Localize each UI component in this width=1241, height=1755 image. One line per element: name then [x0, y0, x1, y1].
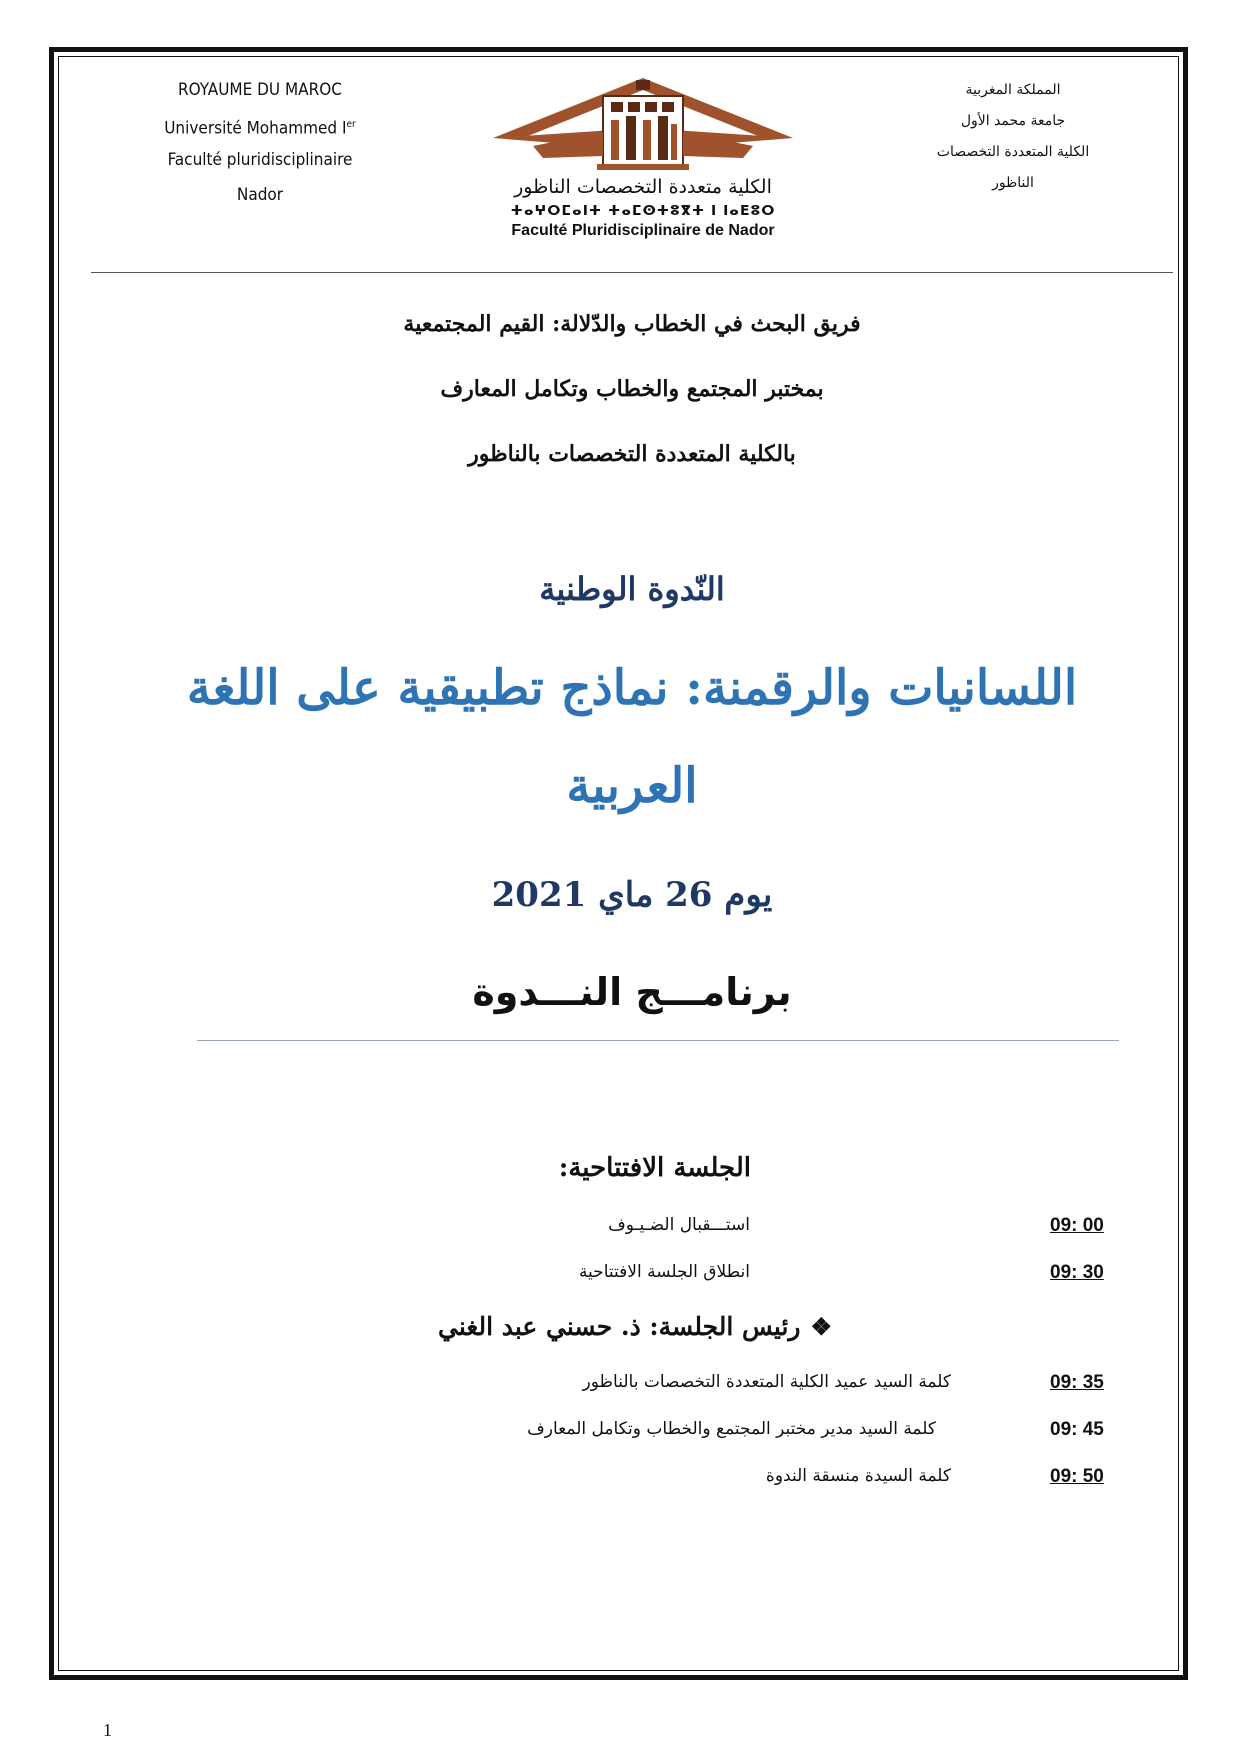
team-line-2: بمختبر المجتمع والخطاب وتكامل المعارف — [440, 376, 824, 402]
schedule-time: 09: 30 — [1050, 1262, 1104, 1283]
team-line-1: فريق البحث في الخطاب والدّلالة: القيم المجتمعية — [403, 311, 861, 337]
header-ar-faculty: الكلية المتعددة التخصصات — [936, 144, 1090, 160]
header-ar-kingdom: المملكة المغربية — [965, 82, 1061, 98]
header-fr-kingdom: ROYAUME DU MAROC — [178, 80, 342, 100]
page-number: 1 — [103, 1720, 112, 1740]
symposium-title-line-2: العربية — [566, 758, 698, 814]
header-arabic-block — [893, 80, 1133, 204]
header-ar-city: الناظور — [992, 175, 1034, 191]
program-divider — [197, 1040, 1119, 1041]
faculty-emblem-icon — [433, 76, 853, 176]
header-fr-city: Nador — [236, 185, 284, 205]
symposium-date: يوم 26 ماي 2021 — [491, 875, 773, 915]
symposium-label: النّدوة الوطنية — [539, 570, 725, 608]
schedule-time: 09: 35 — [1050, 1372, 1104, 1393]
schedule-item-text: كلمة السيد مدير مختبر المجتمع والخطاب وتكامل المعارف — [527, 1419, 936, 1439]
faculty-logo — [433, 76, 853, 256]
schedule-item-text: استـــقبال الضـيـوف — [608, 1215, 750, 1235]
diamond-bullet-icon: ❖ — [810, 1312, 832, 1341]
header-french-block — [140, 80, 380, 220]
symposium-title-line-1: اللسانيات والرقمنة: نماذج تطبيقية على اللغة — [186, 660, 1078, 716]
schedule-item-text: كلمة السيدة منسقة الندوة — [765, 1466, 951, 1486]
header-fr-university: Université Mohammed Ier — [164, 118, 356, 139]
logo-arabic-name: الكلية متعددة التخصصات الناظور — [514, 176, 772, 198]
schedule-time: 09: 50 — [1050, 1466, 1104, 1487]
schedule-item-text: انطلاق الجلسة الافتتاحية — [578, 1262, 750, 1282]
header-divider — [91, 272, 1173, 273]
program-heading: برنامـــج النـــدوة — [472, 970, 792, 1014]
session-chair: ❖رئيس الجلسة: ذ. حسني عبد الغني — [438, 1312, 832, 1341]
header-fr-faculty: Faculté pluridisciplinaire — [167, 150, 353, 170]
header-ar-university: جامعة محمد الأول — [960, 113, 1066, 129]
logo-french-name: Faculté Pluridisciplinaire de Nador — [511, 222, 775, 239]
schedule-time: 09: 45 — [1050, 1419, 1104, 1440]
opening-session-title: الجلسة الافتتاحية: — [558, 1153, 751, 1183]
schedule-item-text: كلمة السيد عميد الكلية المتعددة التخصصات بالناظور — [582, 1372, 951, 1392]
team-line-3: بالكلية المتعددة التخصصات بالناظور — [468, 441, 796, 467]
schedule-time: 09: 00 — [1050, 1215, 1104, 1236]
logo-tifinagh-name: ⵜⴰⵖⵔⵎⴰⵏⵜ ⵜⴰⵎⵙⵜⵓⴳⵜ ⵏ ⵏⴰⴹⵓⵔ — [510, 203, 776, 219]
